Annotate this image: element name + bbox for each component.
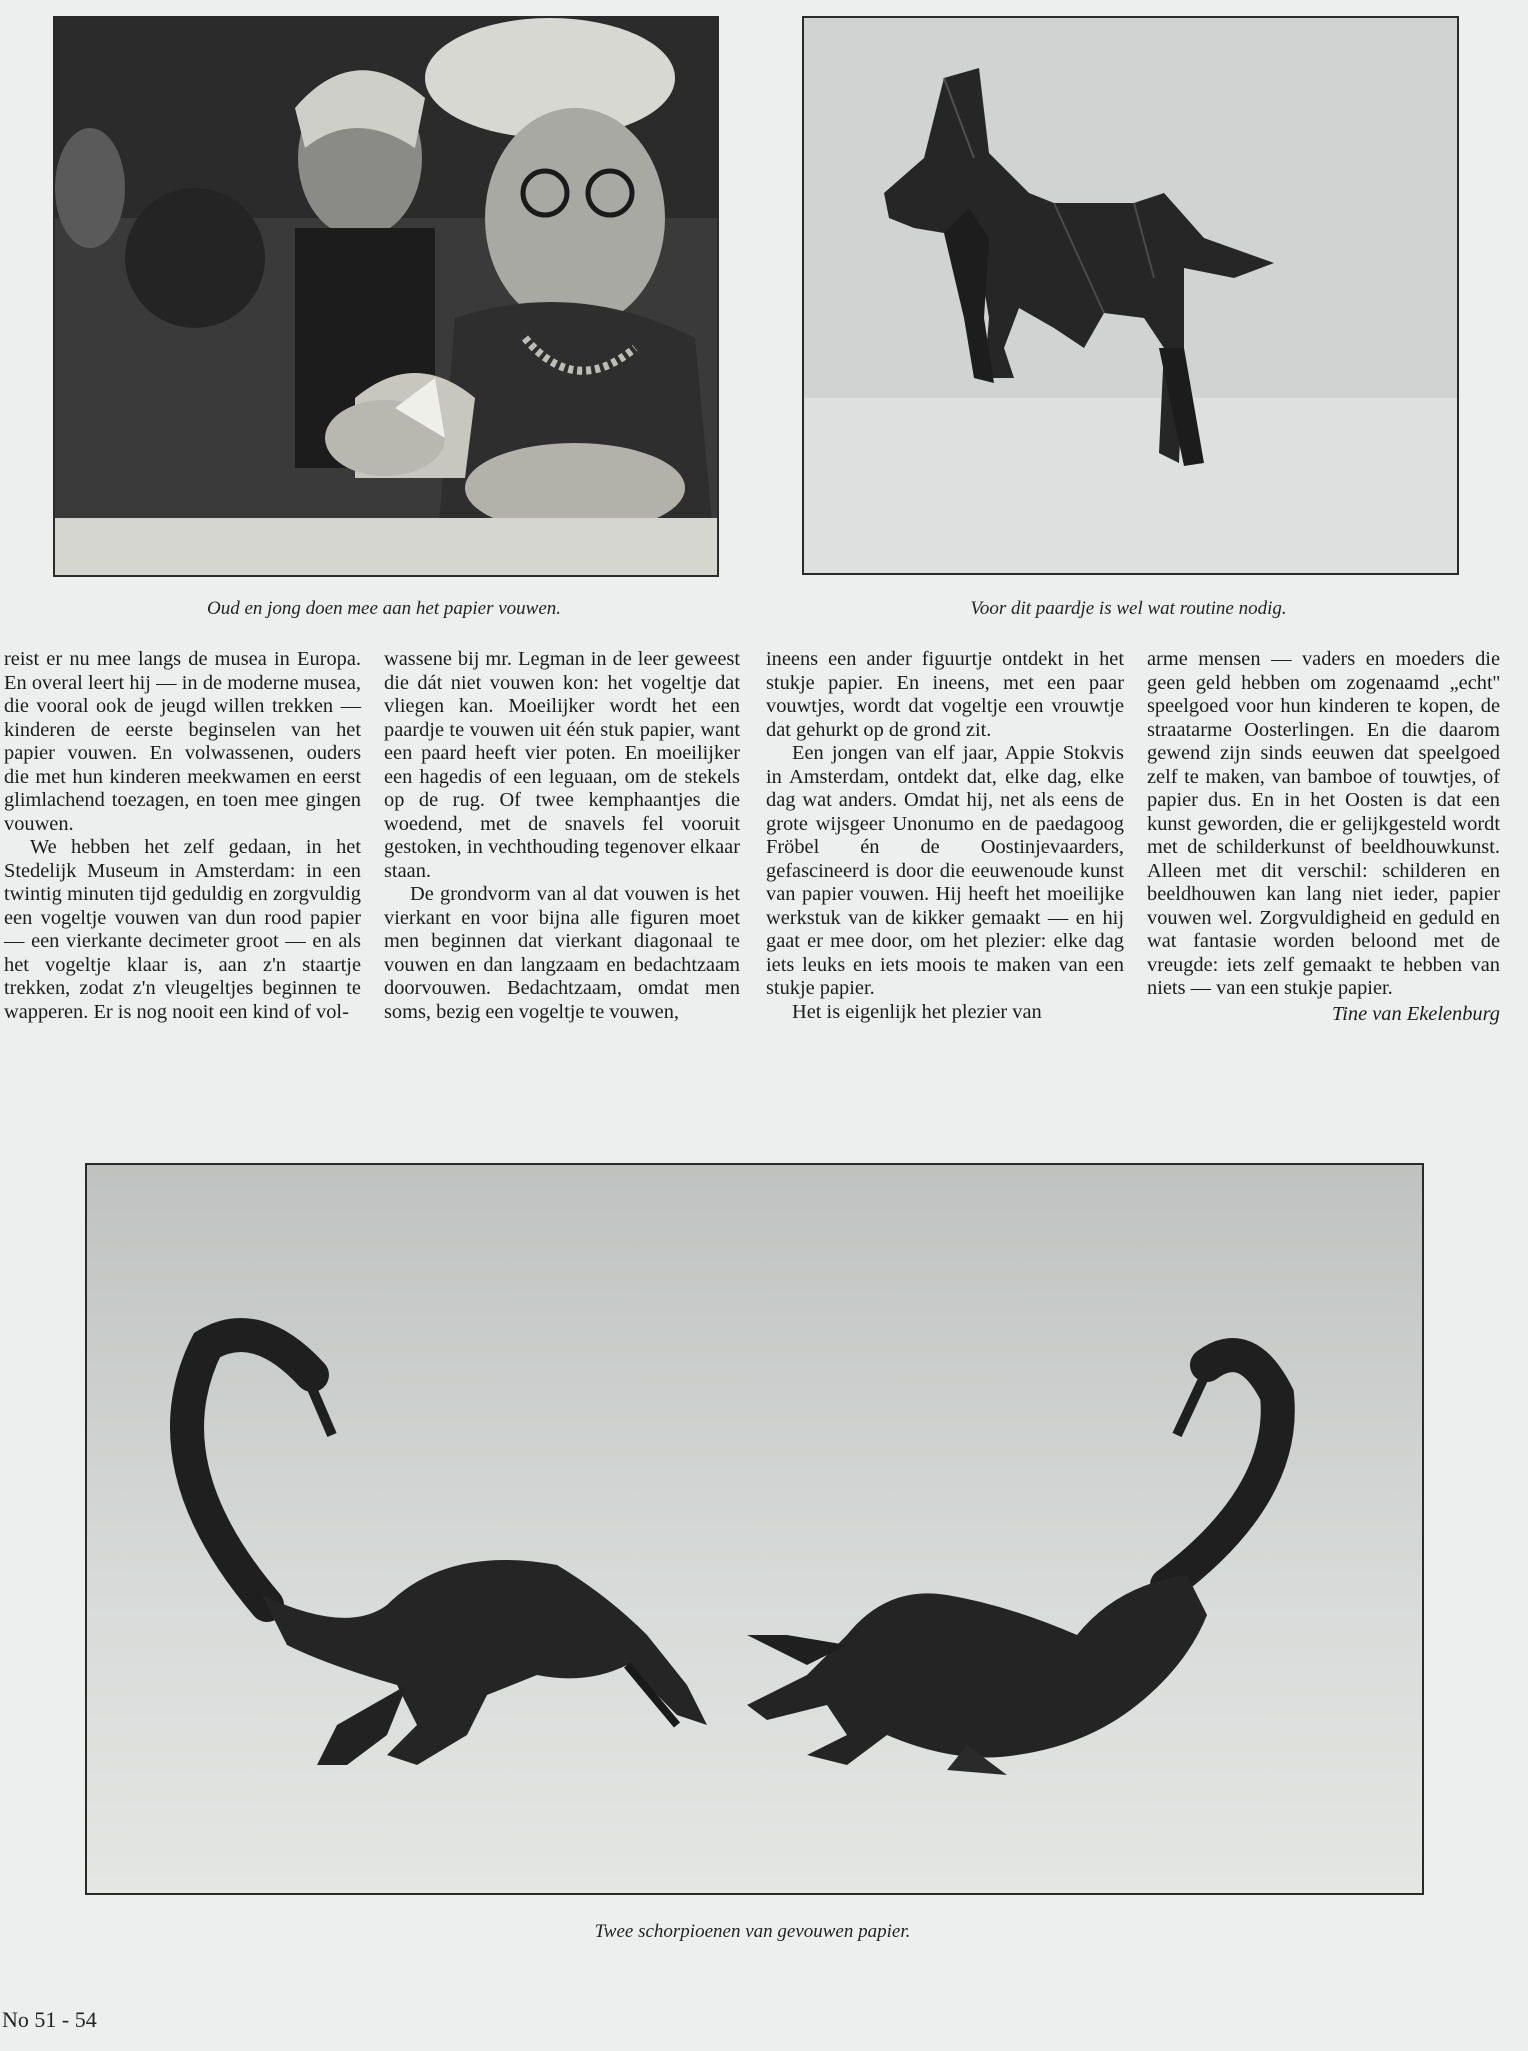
photo-scorpions-caption: Twee schorpioenen van gevouwen papier. (594, 1921, 911, 1942)
article-column-1 (4, 648, 361, 1024)
photo-people-caption: Oud en jong doen mee aan het papier vouwen. (206, 598, 562, 619)
photo-origami-scorpions (85, 1163, 1424, 1895)
article-paragraph: De grondvorm van al dat vouwen is het vierkant en voor bijna alle figuren moet men beginnen dat vierkant diagonaal te vouwen en dan langzaam en bedachtzaam doorvouwen. Bedachtzaam, omdat men soms, bezig een vogeltje te vouwen, (384, 883, 740, 1023)
article-paragraph: Een jongen van elf jaar, Appie Stokvis in Amsterdam, ontdekt dat, elke dag, elke dag wat anders. Omdat hij, net als eens de grote wijsgeer Unonumo en de paedagoog Fröbel én de Oostinjevaarders, gefascineerd is door die eeuwenoude kunst van papier vouwen. Hij heeft het moeilijke werkstuk van de kikker gemaakt — en hij gaat er mee door, om het plezier: elke dag iets leuks en iets moois te maken van een stukje papier. (766, 742, 1124, 999)
article-paragraph: ineens een ander figuurtje ontdekt in het stukje papier. En ineens, met een paar vouwtjes, wordt dat vogeltje een vrouwtje dat gehurkt op de grond zit. (766, 648, 1124, 741)
page-number: No 51 - 54 (2, 2007, 97, 2032)
photo-people-folding-image (55, 18, 717, 575)
article-paragraph: wassene bij mr. Legman in de leer geweest die dát niet vouwen kon: het vogeltje dat vliegen kan. Moeilijker wordt het een paardje te vouwen uit één stuk papier, want een paard heeft vier poten. En moeilijker een hagedis of een leguaan, om de stekels op de rug. Of twee kemphaantjes die woedend, met de snavels fel vooruit gestoken, in vechthouding tegenover elkaar staan. (384, 648, 740, 882)
photo-origami-horse-image (804, 18, 1457, 573)
author-signature: Tine van Ekelenburg (1332, 1002, 1500, 1025)
article-column-4 (1147, 648, 1500, 1026)
article-paragraph: We hebben het zelf gedaan, in het Stedelijk Museum in Amsterdam: in een twintig minuten tijd geduldig en zorgvuldig een vogeltje vouwen van dun rood papier — een vierkante decimeter groot — en als het vogeltje klaar is, aan z'n staartje trekken, zodat z'n vleugeltjes beginnen te wapperen. Er is nog nooit een kind of vol- (4, 836, 361, 1023)
photo-origami-scorpions-image (87, 1165, 1422, 1893)
article-paragraph: arme mensen — vaders en moeders die geen geld hebben om zogenaamd „echt'' speelgoed voor hun kinderen te kopen, de straatarme Oosterlingen. En die daarom gewend zijn sinds eeuwen dat speelgoed zelf te maken, van bamboe of touwtjes, of papier dus. En in het Oosten is dat een kunst geworden, die er gelijkgesteld wordt met de schilderkunst of beeldhouwkunst. Alleen met dit verschil: schilderen en beeldhouwen kan lang niet ieder, papier vouwen wel. Zorgvuldigheid en geduld en wat fantasie worden beloond met de vreugde: iets zelf gemaakt te hebben van niets — van een stukje papier. (1147, 648, 1500, 999)
photo-people-folding (53, 16, 719, 577)
article-column-3 (766, 648, 1124, 1024)
article-column-2 (384, 648, 740, 1024)
article-paragraph: reist er nu mee langs de musea in Europa. En overal leert hij — in de moderne musea, die vooral ook de jeugd willen trekken — kinderen de eerste beginselen van het papier vouwen. En volwassenen, ouders die met hun kinderen meekwamen en eerst glimlachend toezagen, en toen mee gingen vouwen. (4, 648, 361, 835)
article-paragraph: Het is eigenlijk het plezier van (792, 1000, 1042, 1023)
photo-horse-caption: Voor dit paardje is wel wat routine nodig. (970, 598, 1287, 619)
photo-origami-horse (802, 16, 1459, 575)
